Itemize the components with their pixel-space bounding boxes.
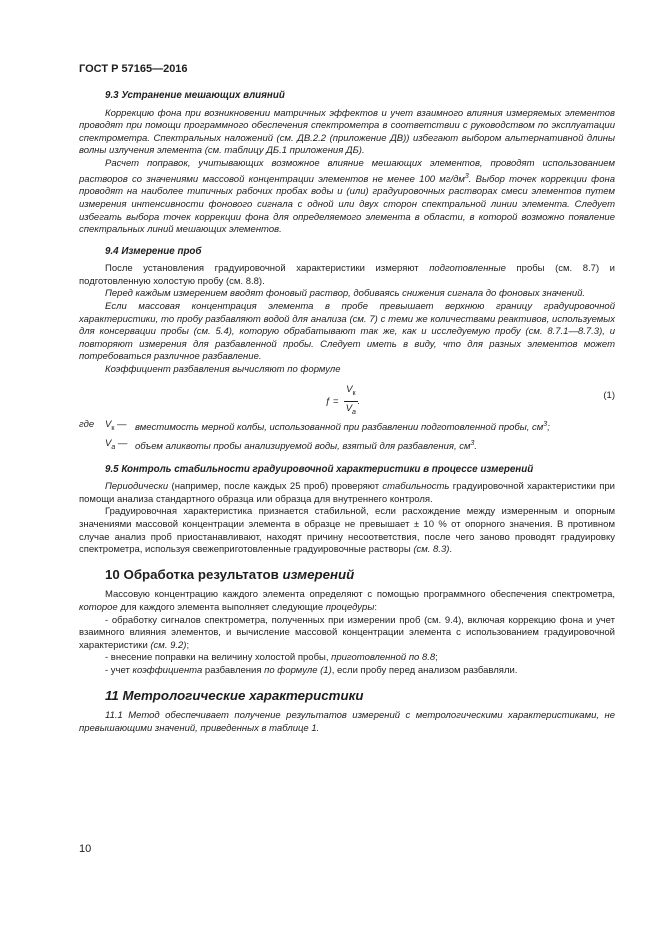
paragraph: Периодически (например, после каждых 25 проб) проверяют стабильность градуировочной характеристики при помощи анализа стандартного образца или образца для внутреннего контроля. bbox=[79, 481, 615, 505]
paragraph: Расчет поправок, учитывающих возможное влияние мешающих элементов, проводят использованием растворов со значениями массовой концентрации элементов не менее 100 $мг/дм^3$. Выбор точек коррекции фона проводят на наиболее типичных рабочих пробах воды и (или) градуировочных растворах смеси элементов путем измерения интенсивности фонового сигнала с одной или двух сторон спектральной линии элемента. Следует избегать выбора точек коррекции фона для определяемого элемента в области, в которой возможно появление спектральных линий мешающих элементов. bbox=[79, 157, 615, 236]
section-9-3-title: 9.3 Устранение мешающих влияний bbox=[105, 90, 285, 101]
fraction: $\frac{V_к}{V_а}$ bbox=[345, 383, 356, 416]
section-9-5-title: 9.5 Контроль стабильности градуировочной характеристики в процессе измерений bbox=[105, 463, 534, 475]
paragraph: Перед каждым измерением вводят фоновый раствор, добиваясь снижения сигнала до фоновых значений. bbox=[105, 288, 586, 300]
paragraph: Градуировочная характеристика признается стабильной, если расхождение между измеренным и опорным значениями массовой концентрации элемента в образце не превышает ± 10 % от опорного значения. В противном случае анализ проб приостанавливают, находят причину несоответствия, после чего заново проводят градуировку спектрометра, используя свежеприготовленные градуировочные растворы (см. 8.3). bbox=[79, 506, 615, 556]
paragraph: Коэффициент разбавления вычисляют по формуле bbox=[105, 364, 341, 376]
paragraph: Массовую концентрацию каждого элемента определяют с помощью программного обеспечения спектрометра, которое для каждого элемента выполняет следующие процедуры: bbox=[79, 589, 615, 613]
formula-legend bbox=[79, 419, 615, 455]
section-11-title: 11 Метрологические характеристики bbox=[105, 687, 364, 703]
section-10-title: 10 Обработка результатов измерений bbox=[105, 566, 355, 582]
page-number: 10 bbox=[79, 843, 92, 855]
legend-row: $V_а$ — объем аликвоты пробы анализируемой воды, взятый для разбавления, $см^3$. bbox=[105, 438, 478, 453]
paragraph: Коррекцию фона при возникновении матричных эффектов и учет взаимного влияния измеряемых элементов проводят при помощи программного обеспечения спектрометра в соответствии с руководством по эксплуатации спектрометра. Спектральных наложений (см. ДВ.2.2 (приложение ДВ)) избегают выбором альтернативной длины волны излучения элемента (см. таблицу ДБ.1 приложения ДБ). bbox=[79, 107, 615, 157]
paragraph: 11.1 Метод обеспечивает получение результатов измерений с метрологическими характеристиками, не превышающими значений, приведенных в таблице 1. bbox=[79, 710, 615, 734]
section-9-4-title: 9.4 Измерение проб bbox=[105, 245, 202, 257]
list-item: - учет коэффициента разбавления по формуле (1), если пробу перед анализом разбавляли. bbox=[105, 664, 518, 676]
formula-number: (1) bbox=[603, 389, 615, 401]
formula-expression: ƒ = $\frac{V_к}{V_а}$ . bbox=[325, 384, 360, 419]
formula-1 bbox=[79, 381, 615, 415]
document-code: ГОСТ Р 57165—2016 bbox=[79, 63, 188, 75]
list-item: - внесение поправки на величину холостой пробы, приготовленной по 8.8; bbox=[105, 652, 438, 664]
document-body bbox=[79, 90, 615, 735]
paragraph: После установления градуировочной характеристики измеряют подготовленные пробы (см. 8.7) и подготовленную холостую пробу (см. 8.8). bbox=[79, 263, 615, 287]
paragraph: Если массовая концентрация элемента в пробе превышает верхнюю границу градуировочной характеристики, то пробу разбавляют водой для анализа (см. 7) с теми же количествами реактивов, используемых для консервации пробы (см. 5.4), которую обрабатывают так же, как и исследуемую пробу (см. 8.7.1—8.7.3), и повторяют измерения для разбавленной пробы. Следует иметь в виду, что для разных элементов может потребоваться различное разбавление. bbox=[79, 301, 615, 363]
list-item: - обработку сигналов спектрометра, полученных при измерении проб (см. 9.4), включая коррекцию фона и учет взаимного влияния элементов, и вычисление массовой концентрации элемента с использованием градуировочной характеристики (см. 9.2); bbox=[79, 614, 615, 651]
legend-row: где $V_к$ — вместимость мерной колбы, использованной при разбавлении подготовленной пробы, $см^3$; bbox=[79, 418, 550, 433]
